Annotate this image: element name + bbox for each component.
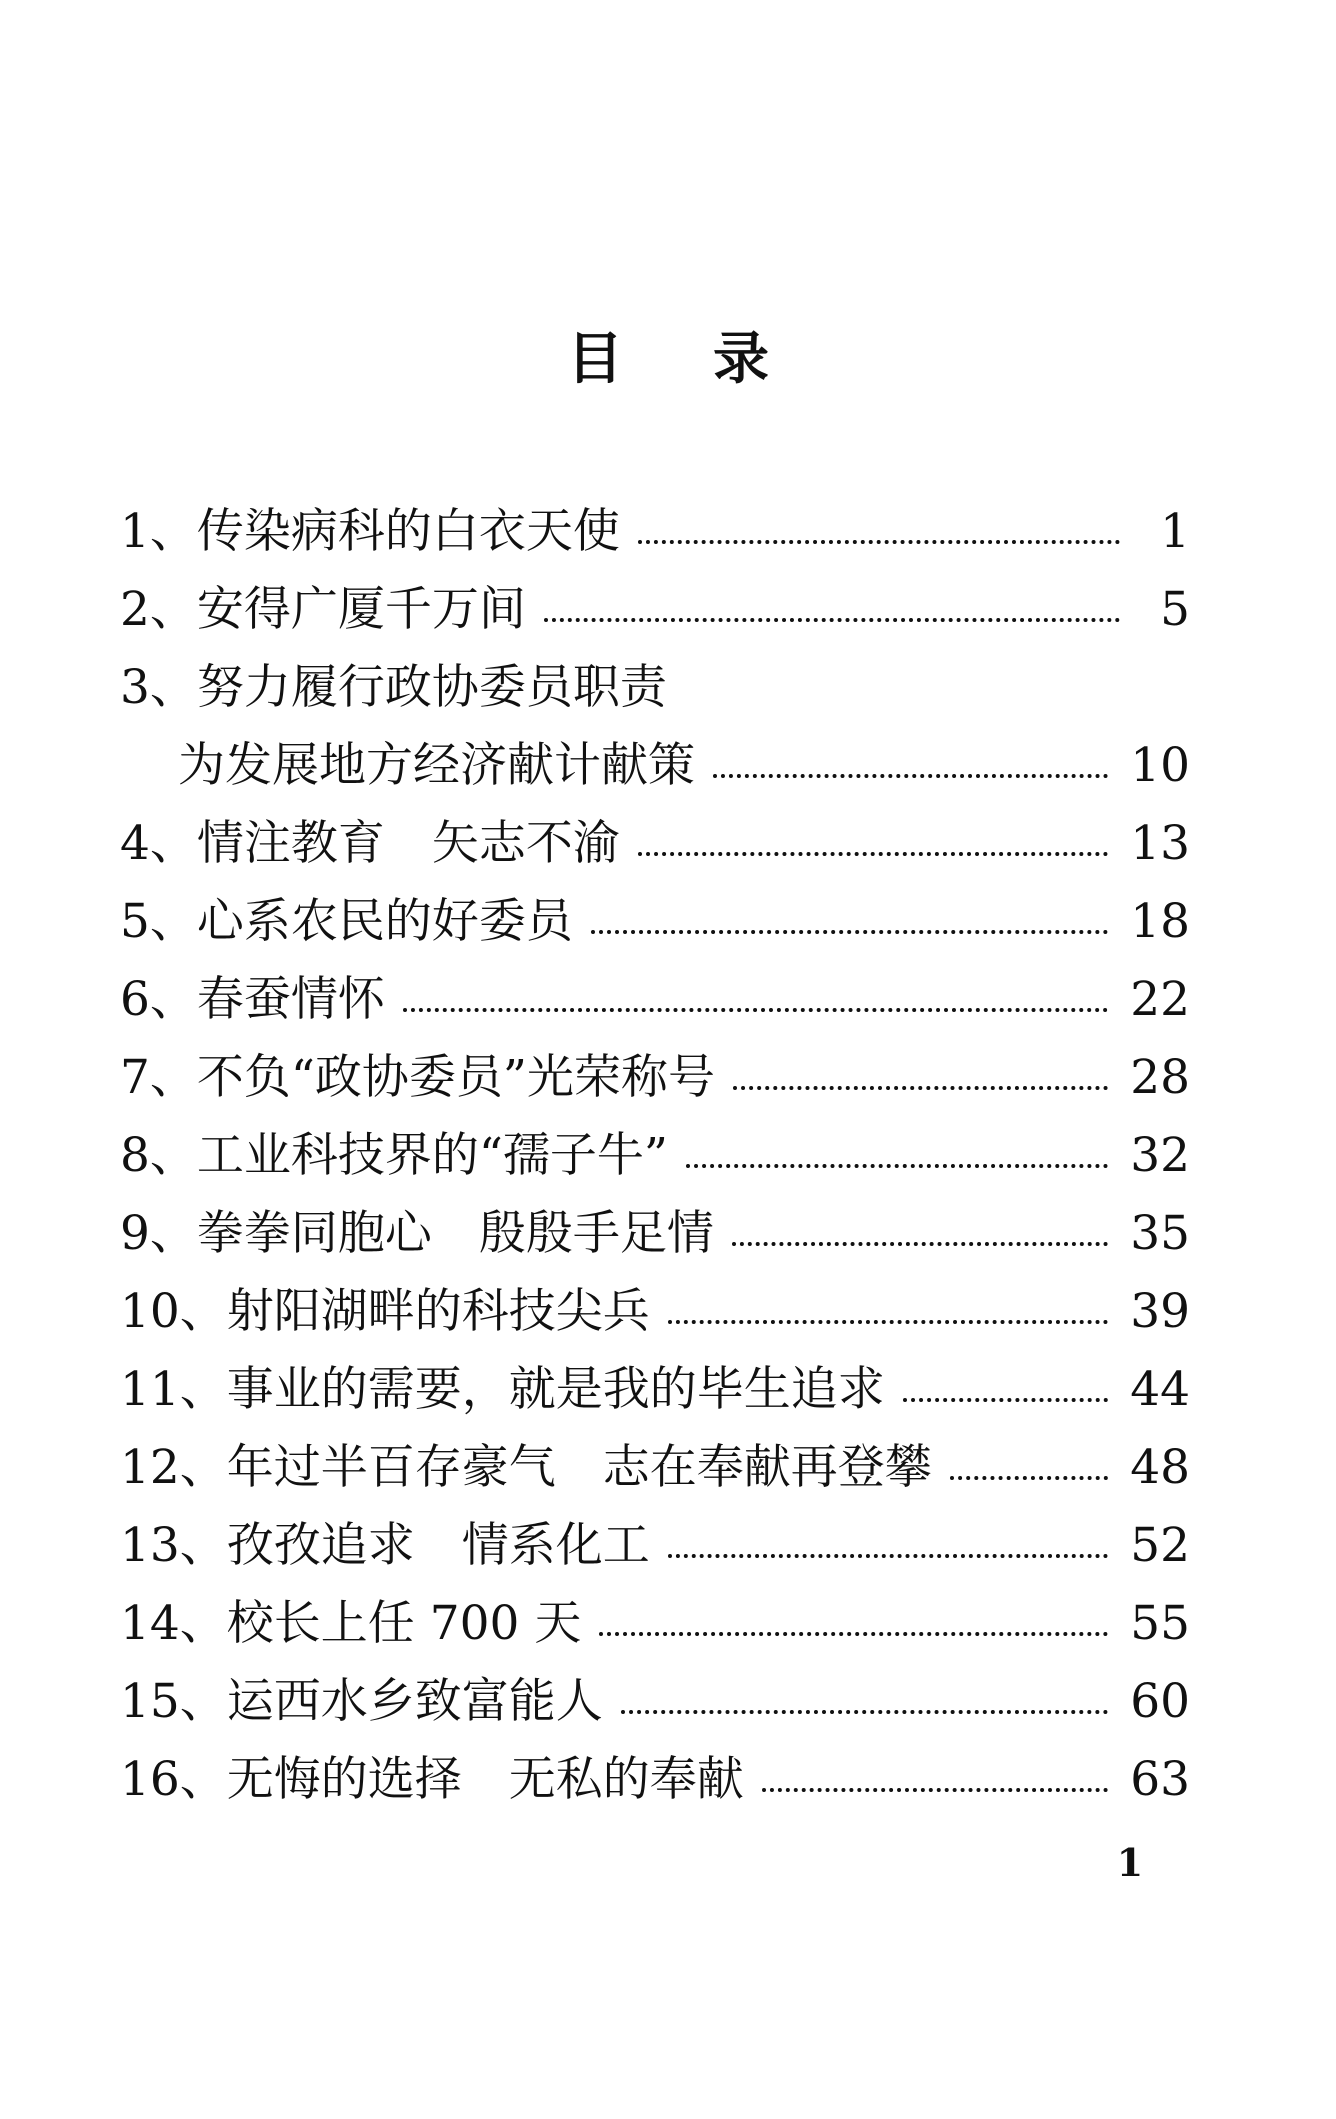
dot-leader [591, 930, 1108, 934]
toc-entry-page: 1 [1160, 504, 1190, 559]
toc-entry-3-line-2[interactable] [120, 727, 1190, 805]
toc-entry-title: 1、传染病科的白衣天使 [120, 504, 620, 559]
dot-leader [668, 1554, 1108, 1558]
dot-leader [762, 1788, 1108, 1792]
toc-entry-title: 8、工业科技界的“孺子牛” [120, 1128, 668, 1183]
toc-entry-title: 4、情注教育 矢志不渝 [120, 816, 620, 871]
dot-leader [638, 540, 1120, 544]
toc-entry-title-continued: 为发展地方经济献计献策 [178, 738, 695, 793]
toc-entry-title: 15、运西水乡致富能人 [120, 1674, 603, 1729]
toc-entry-page: 44 [1130, 1362, 1190, 1417]
dot-leader [621, 1710, 1108, 1714]
toc-entry-page: 52 [1130, 1518, 1190, 1573]
toc-entry-page: 60 [1130, 1674, 1190, 1729]
toc-entry-page: 22 [1130, 972, 1190, 1027]
toc-entry-page: 18 [1130, 894, 1190, 949]
toc-entry-page: 55 [1130, 1596, 1190, 1651]
toc-entry-title: 10、射阳湖畔的科技尖兵 [120, 1284, 650, 1339]
toc-entry-title: 13、孜孜追求 情系化工 [120, 1518, 650, 1573]
toc-entry-14[interactable] [120, 1585, 1190, 1663]
toc-entry-10[interactable] [120, 1273, 1190, 1351]
dot-leader [950, 1476, 1108, 1480]
toc-entry-title: 11、事业的需要，就是我的毕生追求 [120, 1362, 885, 1417]
toc-entry-13[interactable] [120, 1507, 1190, 1585]
dot-leader [733, 1086, 1108, 1090]
toc-entry-8[interactable] [120, 1117, 1190, 1195]
toc-entry-16[interactable] [120, 1741, 1190, 1819]
toc-entry-title: 2、安得广厦千万间 [120, 582, 526, 637]
toc-entry-title: 5、心系农民的好委员 [120, 894, 573, 949]
toc-entry-5[interactable] [120, 883, 1190, 961]
toc-entry-page: 10 [1130, 738, 1190, 793]
toc-entry-page: 48 [1130, 1440, 1190, 1495]
toc-entry-title: 16、无悔的选择 无私的奉献 [120, 1752, 744, 1807]
toc-entry-page: 5 [1160, 582, 1190, 637]
toc-entry-page: 32 [1130, 1128, 1190, 1183]
dot-leader [638, 852, 1108, 856]
dot-leader [544, 618, 1120, 622]
toc-entry-12[interactable] [120, 1429, 1190, 1507]
toc-entry-15[interactable] [120, 1663, 1190, 1741]
toc-entry-6[interactable] [120, 961, 1190, 1039]
toc-entry-title: 6、春蚕情怀 [120, 972, 385, 1027]
toc-entry-title: 12、年过半百存豪气 志在奉献再登攀 [120, 1440, 932, 1495]
dot-leader [403, 1008, 1108, 1012]
toc-entry-7[interactable] [120, 1039, 1190, 1117]
dot-leader [686, 1164, 1108, 1168]
toc-entry-1[interactable] [120, 493, 1190, 571]
table-of-contents [120, 493, 1190, 1819]
toc-entry-page: 39 [1130, 1284, 1190, 1339]
toc-entry-page: 63 [1130, 1752, 1190, 1807]
toc-entry-3-line-1[interactable] [120, 649, 1190, 727]
toc-entry-title: 3、努力履行政协委员职责 [120, 660, 667, 715]
toc-entry-title: 7、不负“政协委员”光荣称号 [120, 1050, 715, 1105]
page-title: 目录 [567, 327, 859, 392]
toc-entry-4[interactable] [120, 805, 1190, 883]
toc-entry-page: 13 [1130, 816, 1190, 871]
toc-entry-page: 35 [1130, 1206, 1190, 1261]
toc-entry-11[interactable] [120, 1351, 1190, 1429]
dot-leader [599, 1632, 1108, 1636]
dot-leader [668, 1320, 1108, 1324]
dot-leader [732, 1242, 1108, 1246]
toc-entry-2[interactable] [120, 571, 1190, 649]
page-number: 1 [1116, 1840, 1144, 1885]
toc-entry-title: 9、拳拳同胞心 殷殷手足情 [120, 1206, 714, 1261]
dot-leader [903, 1398, 1108, 1402]
toc-entry-page: 28 [1130, 1050, 1190, 1105]
toc-entry-title: 14、校长上任 700 天 [120, 1596, 582, 1651]
toc-entry-9[interactable] [120, 1195, 1190, 1273]
dot-leader [713, 774, 1108, 778]
